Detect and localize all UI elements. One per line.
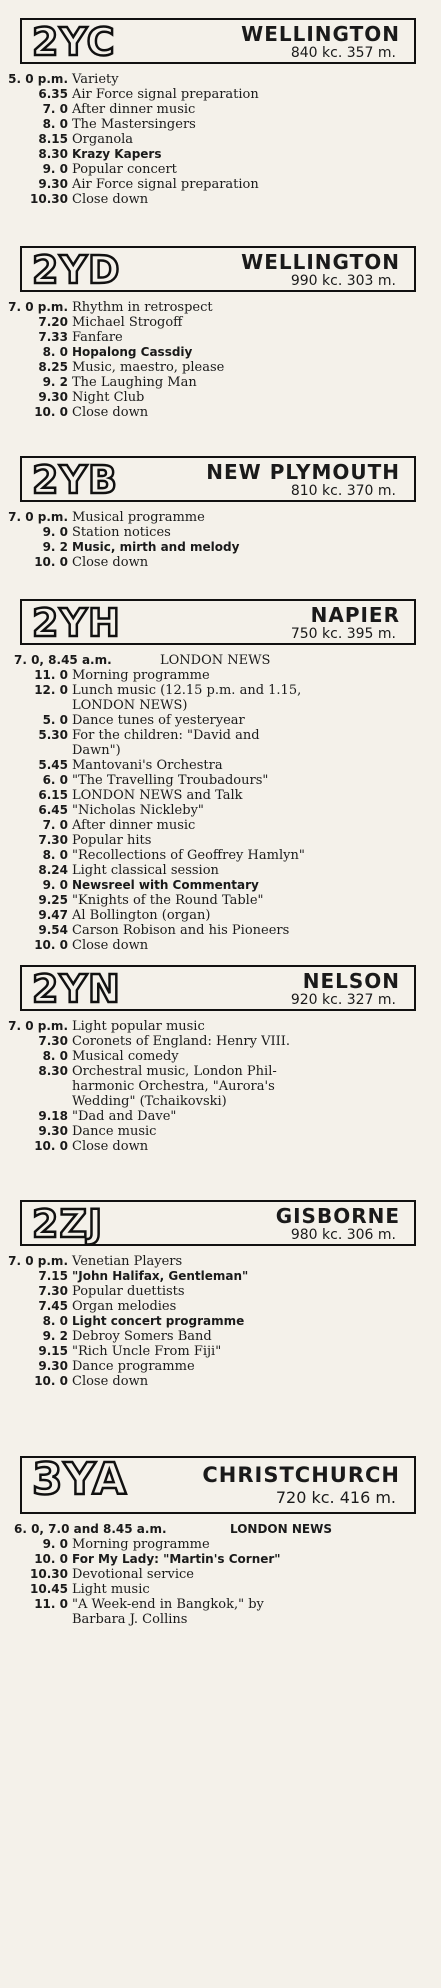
programme-row xyxy=(0,743,441,758)
time: 9. 0 xyxy=(42,162,68,176)
description: "The Travelling Troubadours" xyxy=(72,773,269,788)
time: 6. 0 xyxy=(42,773,68,787)
programme-row xyxy=(0,1139,441,1154)
programme-row xyxy=(0,510,441,525)
programme-row xyxy=(0,848,441,863)
description: LONDON NEWS and Talk xyxy=(72,788,243,803)
station-2yn xyxy=(0,965,441,1154)
programme-row xyxy=(0,653,441,668)
time: 9. 0 xyxy=(42,1537,68,1551)
programme-row xyxy=(0,1567,441,1582)
programme-list xyxy=(0,72,441,207)
description: Music, maestro, please xyxy=(72,360,225,375)
programme-row xyxy=(0,1582,441,1597)
description: "Nicholas Nickleby" xyxy=(72,803,204,818)
time: 10.30 xyxy=(30,1567,68,1581)
programme-row xyxy=(0,132,441,147)
description: Michael Strogoff xyxy=(72,315,183,330)
programme-row xyxy=(0,375,441,390)
time: 7.45 xyxy=(38,1299,68,1313)
time: 7. 0 p.m. xyxy=(8,1019,68,1033)
programme-row xyxy=(0,177,441,192)
description: Organola xyxy=(72,132,134,147)
time: 12. 0 xyxy=(34,683,68,697)
time: 11. 0 xyxy=(34,668,68,682)
description: Organ melodies xyxy=(72,1299,177,1314)
time: 7. 0 p.m. xyxy=(8,300,68,314)
time: 9.18 xyxy=(38,1109,68,1123)
programme-row xyxy=(0,908,441,923)
time: 10. 0 xyxy=(34,405,68,419)
programme-row xyxy=(0,683,441,698)
time: 5.30 xyxy=(38,728,68,742)
description: Light concert programme xyxy=(72,1314,245,1328)
description: Music, mirth and melody xyxy=(72,540,240,554)
programme-row xyxy=(0,698,441,713)
callsign: 2YH xyxy=(32,601,121,645)
programme-list xyxy=(0,1019,441,1154)
description: The Mastersingers xyxy=(72,117,196,132)
programme-row xyxy=(0,1612,441,1627)
description: Hopalong Cassdiy xyxy=(72,345,193,359)
time: 10.45 xyxy=(30,1582,68,1596)
frequency: 750 kc. 395 m. xyxy=(290,626,396,642)
description: Venetian Players xyxy=(72,1254,183,1269)
description: Dance programme xyxy=(72,1359,195,1374)
station-2yb xyxy=(0,456,441,570)
programme-row xyxy=(0,1522,441,1537)
description: Barbara J. Collins xyxy=(72,1612,188,1627)
description: After dinner music xyxy=(72,102,196,117)
description: "Recollections of Geoffrey Hamlyn" xyxy=(72,848,305,863)
callsign: 3YA xyxy=(32,1454,128,1505)
description: Air Force signal preparation xyxy=(72,177,259,192)
description: "John Halifax, Gentleman" xyxy=(72,1269,249,1283)
programme-row xyxy=(0,345,441,360)
programme-row xyxy=(0,1019,441,1034)
city-name: NAPIER xyxy=(310,603,400,627)
description: harmonic Orchestra, "Aurora's xyxy=(72,1079,275,1094)
description: Popular hits xyxy=(72,833,152,848)
time: 9.25 xyxy=(38,893,68,907)
description: Light music xyxy=(72,1582,150,1597)
time: 7.33 xyxy=(38,330,68,344)
programme-row xyxy=(0,540,441,555)
time: 9.30 xyxy=(38,177,68,191)
time: 10. 0 xyxy=(34,938,68,952)
programme-row xyxy=(0,803,441,818)
programme-row xyxy=(0,525,441,540)
time: 8. 0 xyxy=(42,1049,68,1063)
time: 8.30 xyxy=(38,1064,68,1078)
description: "Dad and Dave" xyxy=(72,1109,177,1124)
programme-row xyxy=(0,1344,441,1359)
description: Dance music xyxy=(72,1124,157,1139)
time: 6.45 xyxy=(38,803,68,817)
programme-row xyxy=(0,390,441,405)
time: 9. 2 xyxy=(42,375,68,389)
time: 8. 0 xyxy=(42,345,68,359)
description: Musical comedy xyxy=(72,1049,179,1064)
time: 7.15 xyxy=(38,1269,68,1283)
frequency: 990 kc. 303 m. xyxy=(290,273,396,289)
time: 7. 0, 8.45 a.m. xyxy=(14,653,112,667)
time: 8.24 xyxy=(38,863,68,877)
station-2yd xyxy=(0,246,441,420)
description: For My Lady: "Martin's Corner" xyxy=(72,1552,281,1566)
callsign: 2YD xyxy=(32,248,121,292)
programme-row xyxy=(0,923,441,938)
frequency: 840 kc. 357 m. xyxy=(290,45,396,61)
description: Al Bollington (organ) xyxy=(72,908,211,923)
description: Newsreel with Commentary xyxy=(72,878,259,892)
programme-row xyxy=(0,1597,441,1612)
description: Close down xyxy=(72,938,149,953)
time: 9. 2 xyxy=(42,1329,68,1343)
time: 6. 0, 7.0 and 8.45 a.m. xyxy=(14,1522,167,1536)
city-name: CHRISTCHURCH xyxy=(202,1463,400,1487)
programme-row xyxy=(0,162,441,177)
callsign: 2ZJ xyxy=(32,1202,104,1246)
programme-row xyxy=(0,1314,441,1329)
station-2yc xyxy=(0,18,441,207)
time: 6.15 xyxy=(38,788,68,802)
time: 11. 0 xyxy=(34,1597,68,1611)
programme-row xyxy=(0,1079,441,1094)
programme-list xyxy=(0,1522,441,1627)
programme-row xyxy=(0,102,441,117)
description: The Laughing Man xyxy=(72,375,197,390)
time: 7. 0 xyxy=(42,102,68,116)
time: 6.35 xyxy=(38,87,68,101)
description: Popular duettists xyxy=(72,1284,185,1299)
station-2yh xyxy=(0,599,441,953)
programme-row xyxy=(0,1064,441,1079)
time: 9.47 xyxy=(38,908,68,922)
description: "Rich Uncle From Fiji" xyxy=(72,1344,222,1359)
description: LONDON NEWS xyxy=(160,653,271,668)
station-header xyxy=(20,246,416,292)
callsign: 2YC xyxy=(32,20,116,64)
description: "A Week-end in Bangkok," by xyxy=(72,1597,264,1612)
time: 5.45 xyxy=(38,758,68,772)
description: "Knights of the Round Table" xyxy=(72,893,264,908)
description: Dance tunes of yesteryear xyxy=(72,713,245,728)
description: For the children: "David and xyxy=(72,728,260,743)
time: 7.20 xyxy=(38,315,68,329)
programme-row xyxy=(0,1094,441,1109)
description: After dinner music xyxy=(72,818,196,833)
description: Mantovani's Orchestra xyxy=(72,758,223,773)
programme-row xyxy=(0,1269,441,1284)
time: 8. 0 xyxy=(42,117,68,131)
programme-row xyxy=(0,117,441,132)
description: Coronets of England: Henry VIII. xyxy=(72,1034,290,1049)
time: 10. 0 xyxy=(34,555,68,569)
description: Close down xyxy=(72,1139,149,1154)
time: 9.30 xyxy=(38,1124,68,1138)
programme-list xyxy=(0,510,441,570)
time: 9.54 xyxy=(38,923,68,937)
time: 8. 0 xyxy=(42,1314,68,1328)
frequency: 920 kc. 327 m. xyxy=(290,992,396,1008)
time: 10. 0 xyxy=(34,1139,68,1153)
station-header xyxy=(20,456,416,502)
time: 10. 0 xyxy=(34,1374,68,1388)
description: Light classical session xyxy=(72,863,219,878)
description: Wedding" (Tchaikovski) xyxy=(72,1094,227,1109)
time: 7. 0 p.m. xyxy=(8,510,68,524)
station-header xyxy=(20,1200,416,1246)
frequency: 720 kc. 416 m. xyxy=(275,1488,396,1507)
city-name: NEW PLYMOUTH xyxy=(206,460,400,484)
description: Close down xyxy=(72,405,149,420)
city-name: GISBORNE xyxy=(275,1204,400,1228)
programme-row xyxy=(0,360,441,375)
time: 7.30 xyxy=(38,1034,68,1048)
description: Carson Robison and his Pioneers xyxy=(72,923,290,938)
time: 8.30 xyxy=(38,147,68,161)
programme-list xyxy=(0,1254,441,1389)
programme-row xyxy=(0,300,441,315)
programme-row xyxy=(0,1109,441,1124)
description: Lunch music (12.15 p.m. and 1.15, xyxy=(72,683,302,698)
time: 9. 0 xyxy=(42,525,68,539)
time: 8.15 xyxy=(38,132,68,146)
description: Close down xyxy=(72,1374,149,1389)
programme-row xyxy=(0,668,441,683)
programme-row xyxy=(0,1552,441,1567)
programme-row xyxy=(0,72,441,87)
description: Debroy Somers Band xyxy=(72,1329,212,1344)
programme-row xyxy=(0,1299,441,1314)
description: Close down xyxy=(72,555,149,570)
station-header xyxy=(20,1456,416,1514)
programme-row xyxy=(0,555,441,570)
time: 9.15 xyxy=(38,1344,68,1358)
programme-row xyxy=(0,728,441,743)
programme-row xyxy=(0,713,441,728)
description: Air Force signal preparation xyxy=(72,87,259,102)
city-name: NELSON xyxy=(302,969,400,993)
programme-row xyxy=(0,773,441,788)
programme-row xyxy=(0,192,441,207)
programme-row xyxy=(0,1284,441,1299)
description: Morning programme xyxy=(72,668,210,683)
programme-row xyxy=(0,863,441,878)
description: Musical programme xyxy=(72,510,205,525)
programme-row xyxy=(0,1359,441,1374)
description: Fanfare xyxy=(72,330,123,345)
programme-row xyxy=(0,405,441,420)
time: 9. 0 xyxy=(42,878,68,892)
time: 8.25 xyxy=(38,360,68,374)
programme-row xyxy=(0,818,441,833)
description: Dawn") xyxy=(72,743,121,758)
programme-row xyxy=(0,758,441,773)
description: LONDON NEWS) xyxy=(72,698,188,713)
programme-row xyxy=(0,938,441,953)
programme-row xyxy=(0,788,441,803)
station-2zj xyxy=(0,1200,441,1389)
programme-row xyxy=(0,1124,441,1139)
time: 9. 2 xyxy=(42,540,68,554)
description: Light popular music xyxy=(72,1019,205,1034)
programme-row xyxy=(0,330,441,345)
time: 7.30 xyxy=(38,833,68,847)
description: Night Club xyxy=(72,390,145,405)
description: Station notices xyxy=(72,525,171,540)
description: Close down xyxy=(72,192,149,207)
station-header xyxy=(20,965,416,1011)
city-name: WELLINGTON xyxy=(241,250,400,274)
programme-row xyxy=(0,1049,441,1064)
programme-row xyxy=(0,893,441,908)
programme-row xyxy=(0,315,441,330)
time: 7. 0 p.m. xyxy=(8,1254,68,1268)
programme-row xyxy=(0,878,441,893)
programme-list xyxy=(0,653,441,953)
programme-row xyxy=(0,1537,441,1552)
time: 5. 0 p.m. xyxy=(8,72,68,86)
time: 9.30 xyxy=(38,1359,68,1373)
frequency: 810 kc. 370 m. xyxy=(290,483,396,499)
description: Krazy Kapers xyxy=(72,147,162,161)
description: LONDON NEWS xyxy=(230,1522,332,1536)
programme-row xyxy=(0,833,441,848)
time: 8. 0 xyxy=(42,848,68,862)
city-name: WELLINGTON xyxy=(241,22,400,46)
station-header xyxy=(20,18,416,64)
station-header xyxy=(20,599,416,645)
time: 10. 0 xyxy=(34,1552,68,1566)
station-3ya xyxy=(0,1456,441,1627)
description: Morning programme xyxy=(72,1537,210,1552)
callsign: 2YB xyxy=(32,458,118,502)
programme-row xyxy=(0,1254,441,1269)
time: 9.30 xyxy=(38,390,68,404)
description: Variety xyxy=(72,72,119,87)
time: 7. 0 xyxy=(42,818,68,832)
programme-row xyxy=(0,1374,441,1389)
programme-row xyxy=(0,147,441,162)
description: Devotional service xyxy=(72,1567,194,1582)
time: 10.30 xyxy=(30,192,68,206)
programme-row xyxy=(0,1329,441,1344)
description: Orchestral music, London Phil- xyxy=(72,1064,277,1079)
description: Rhythm in retrospect xyxy=(72,300,213,315)
programme-row xyxy=(0,87,441,102)
time: 5. 0 xyxy=(42,713,68,727)
callsign: 2YN xyxy=(32,967,121,1011)
time: 7.30 xyxy=(38,1284,68,1298)
programme-list xyxy=(0,300,441,420)
description: Popular concert xyxy=(72,162,177,177)
frequency: 980 kc. 306 m. xyxy=(290,1227,396,1243)
programme-row xyxy=(0,1034,441,1049)
